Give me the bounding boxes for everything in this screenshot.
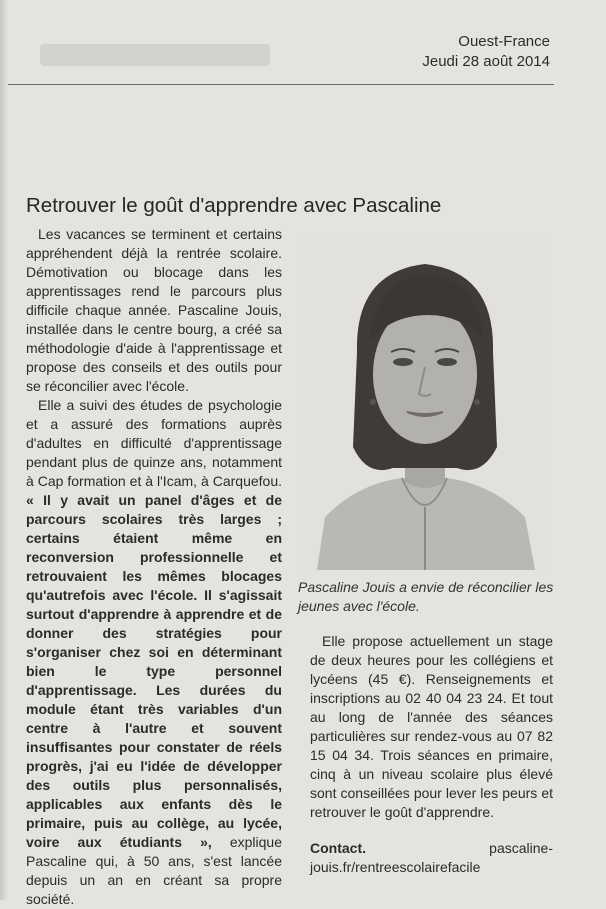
contact-website[interactable]: pascaline-jouis.fr/rentreescolairefacile	[310, 840, 553, 875]
article-headline: Retrouver le goût d'apprendre avec Pascaline	[26, 194, 442, 217]
publication-date: Jeudi 28 août 2014	[422, 53, 550, 70]
quote-text: « Il y avait un panel d'âges et de parcours scolaires très larges ; certains étaient même en reconversion professionnelle et retrouvaient les mêmes blocages qu'autrefois avec l'école. Il s'agissait surtout d'apprendre à apprendre et de donner des stratégies pour s'organiser chez soi en déterminant bien le type personnel d'apprentissage. Les durées du module étant très variables d'un centre à l'autre et souvent insuffisantes pour constater de réels progrès, j'ai eu l'idée de développer des outils plus personnalisés, applicables aux enfants dès le primaire, puis au collège, au lycée, voire aux étudiants »,	[26, 492, 282, 850]
paragraph-intro: Les vacances se terminent et certains appréhendent déjà la rentrée scolaire. Démotivation ou blocage dans les apprentissages rend le parcours plus difficile chaque année. Pascaline Jouis, installée dans le centre bourg, a créé sa méthodologie d'aide à l'apprentissage et propose des conseils et des outils pour se réconcilier avec l'école.	[26, 226, 282, 394]
portrait-illustration	[297, 232, 552, 570]
portrait-photo	[297, 232, 552, 570]
left-column	[26, 225, 282, 909]
bleed-through-text	[40, 36, 290, 86]
newspaper-name: Ouest-France	[458, 33, 550, 50]
right-column	[310, 632, 553, 877]
scan-edge	[0, 0, 8, 900]
masthead	[422, 32, 550, 72]
paragraph-offer: Elle propose actuellement un stage de deux heures pour les collégiens et lycéens (45 €). Renseignements et inscriptions au 02 40 04 23 24. Et tout au long de l'année des séances particulières sur rendez-vous au 07 82 15 04 34. Trois séances en primaire, cinq à un niveau scolaire plus élevé sont conseillées pour lever les peurs et retrouver le goût d'apprendre.	[310, 633, 553, 820]
bleed-through-shape	[40, 36, 290, 76]
contact-line	[310, 839, 553, 877]
contact-label: Contact.	[310, 840, 366, 856]
header-rule	[8, 84, 554, 85]
background-text: Elle a suivi des études de psychologie et a assuré des formations auprès d'adultes en difficulté d'apprentissage pendant plus de quinze ans, notamment à Cap formation et à l'Icam, à Carquefou.	[26, 397, 282, 489]
paragraph-background	[26, 396, 282, 909]
photo-caption: Pascaline Jouis a envie de réconcilier les jeunes avec l'école.	[298, 579, 554, 614]
quote-attribution: explique Pascaline qui, à 50 ans, s'est lancée depuis un an en créant sa propre société.	[26, 834, 282, 907]
